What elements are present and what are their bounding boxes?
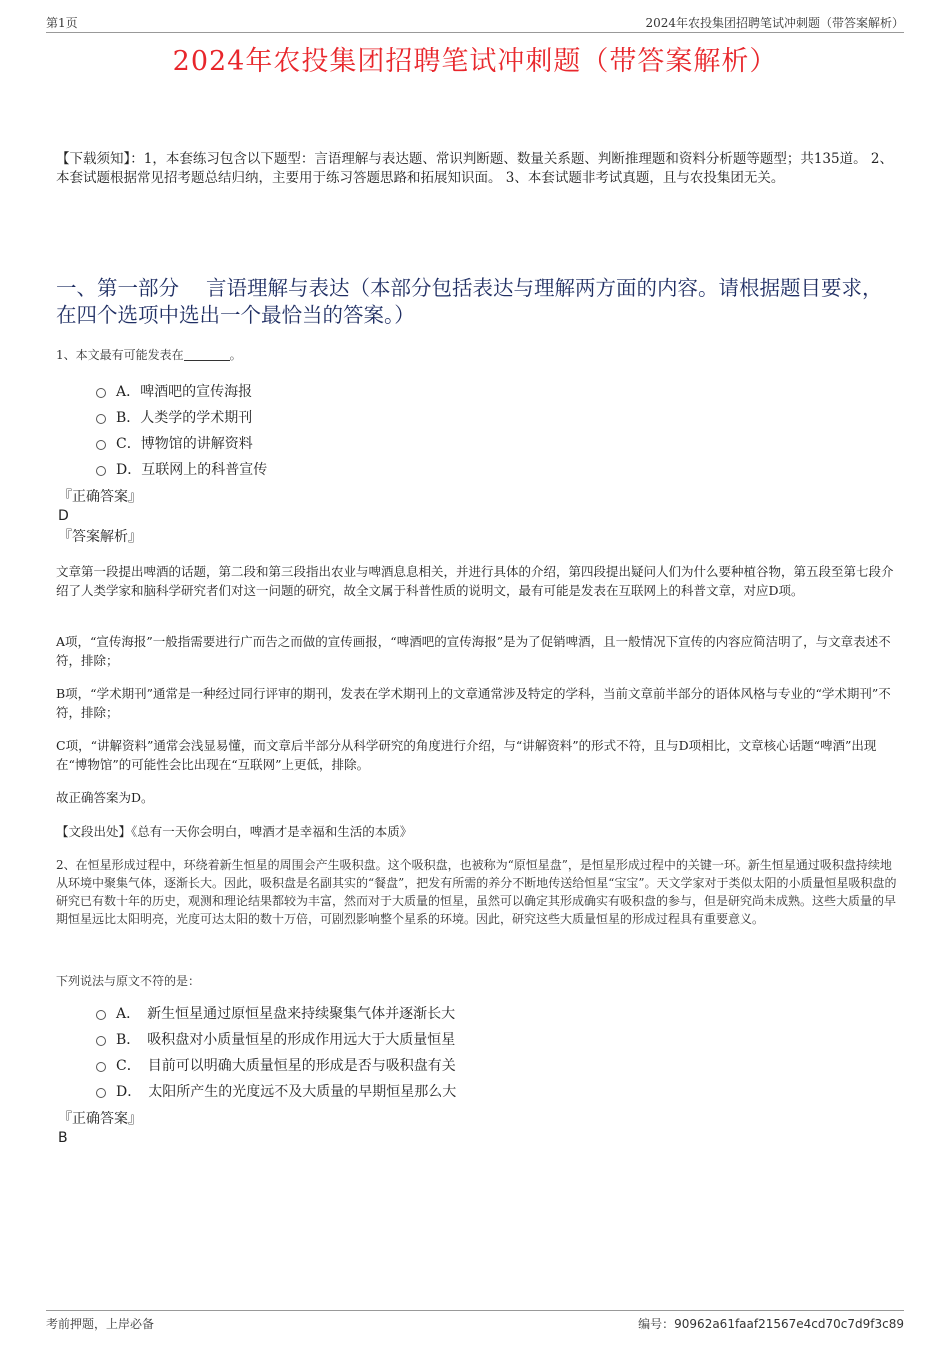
question-2-prompt: 下列说法与原文不符的是：: [56, 974, 201, 988]
section-heading: 一、第一部分 言语理解与表达（本部分包括表达与理解两方面的内容。请根据题目要求，在四个选项中选出一个最恰当的答案。）: [56, 276, 883, 327]
radio-icon[interactable]: [96, 440, 106, 450]
q1-analysis-option-a: A项，“宣传海报”一般指需要进行广而告之而做的宣传画报，“啤酒吧的宣传海报”是为了促销啤酒，且一般情况下宣传的内容应简洁明了，与文章表述不符，排除；: [56, 634, 891, 668]
q1-answer: D: [58, 508, 69, 524]
page-number: 第1页: [46, 16, 78, 30]
q1-option-d[interactable]: D．互联网上的科普宣传: [96, 460, 267, 480]
q1-option-b[interactable]: B．人类学的学术期刊: [96, 408, 252, 428]
footer-slogan: 考前押题，上岸必备: [46, 1317, 155, 1331]
radio-icon[interactable]: [96, 1088, 106, 1098]
footer-code: 编号：90962a61faaf21567e4cd70c7d9f3c89: [638, 1317, 904, 1331]
question-1-stem: 1、本文最有可能发表在 。: [56, 348, 242, 362]
q1-analysis-option-c: C项，“讲解资料”通常会浅显易懂，而文章后半部分从科学研究的角度进行介绍，与“讲解资料”的形式不符，且与D项相比，文章核心话题“啤酒”出现在“博物馆”的可能性会比出现在“互联网”上更低，排除。: [56, 738, 877, 772]
q2-option-d[interactable]: D． 太阳所产生的光度远不及大质量的早期恒星那么大: [96, 1082, 456, 1102]
q1-option-a[interactable]: A．啤酒吧的宣传海报: [96, 382, 252, 402]
q1-analysis-paragraph: 文章第一段提出啤酒的话题，第二段和第三段指出农业与啤酒息息相关，并进行具体的介绍，第四段提出疑问人们为什么要种植谷物，第五段至第七段介绍了人类学家和脑科学研究者们对这一问题的研究，故全文属于科普性质的说明文，最有可能是发表在互联网上的科普文章，对应D项。: [56, 564, 894, 598]
question-2-passage: 2、在恒星形成过程中，环绕着新生恒星的周围会产生吸积盘。这个吸积盘，也被称为“原恒星盘”，是恒星形成过程中的关键一环。新生恒星通过吸积盘持续地从环境中聚集气体，逐渐长大。因此，吸积盘是名副其实的“餐盘”，把发有所需的养分不断地传送给恒星“宝宝”。天文学家对于类似太阳的小质量恒星吸积盘的研究已有数十年的历史，观测和理论结果都较为丰富，然而对于大质量的恒星，虽然可以确定其形成确实有吸积盘的参与，但是研究尚未成熟。这些大质量的早期恒星远比太阳明亮，光度可达太阳的数十万倍，可剧烈影响整个星系的环境。因此，研究这些大质量恒星的形成过程具有重要意义。: [56, 858, 897, 926]
radio-icon[interactable]: [96, 1036, 106, 1046]
document-title: 2024年农投集团招聘笔试冲刺题（带答案解析）: [172, 46, 778, 77]
radio-icon[interactable]: [96, 414, 106, 424]
q2-option-c[interactable]: C． 目前可以明确大质量恒星的形成是否与吸积盘有关: [96, 1056, 456, 1076]
download-notice: 【下载须知】：1，本套练习包含以下题型：言语理解与表达题、常识判断题、数量关系题、判断推理题和资料分析题等题型；共135道。 2、本套试题根据常见招考题总结归纳，主要用于练习答题思路和拓展知识面。 3、本套试题非考试真题，且与农投集团无关。: [56, 151, 893, 186]
q1-source: 【文段出处】《总有一天你会明白，啤酒才是幸福和生活的本质》: [56, 824, 413, 839]
page-header: [46, 14, 904, 33]
radio-icon[interactable]: [96, 1010, 106, 1020]
header-doc-title: 2024年农投集团招聘笔试冲刺题（带答案解析）: [645, 16, 904, 30]
q1-conclusion: 故正确答案为D。: [56, 790, 154, 805]
q1-analysis-option-b: B项，“学术期刊”通常是一种经过同行评审的期刊，发表在学术期刊上的文章通常涉及特定的学科，当前文章前半部分的语体风格与专业的“学术期刊”不符，排除；: [56, 686, 891, 720]
radio-icon[interactable]: [96, 388, 106, 398]
q2-answer-label: 『正确答案』: [58, 1111, 142, 1127]
q2-option-a[interactable]: A． 新生恒星通过原恒星盘来持续聚集气体并逐渐长大: [96, 1004, 455, 1024]
q1-analysis-label: 『答案解析』: [58, 529, 142, 545]
q1-option-c[interactable]: C．博物馆的讲解资料: [96, 434, 253, 454]
radio-icon[interactable]: [96, 1062, 106, 1072]
answer-blank: [184, 348, 230, 361]
radio-icon[interactable]: [96, 466, 106, 476]
q2-option-b[interactable]: B． 吸积盘对小质量恒星的形成作用远大于大质量恒星: [96, 1030, 455, 1050]
q2-answer: B: [58, 1130, 68, 1146]
q1-answer-label: 『正确答案』: [58, 489, 142, 505]
page-footer: [46, 1310, 904, 1331]
